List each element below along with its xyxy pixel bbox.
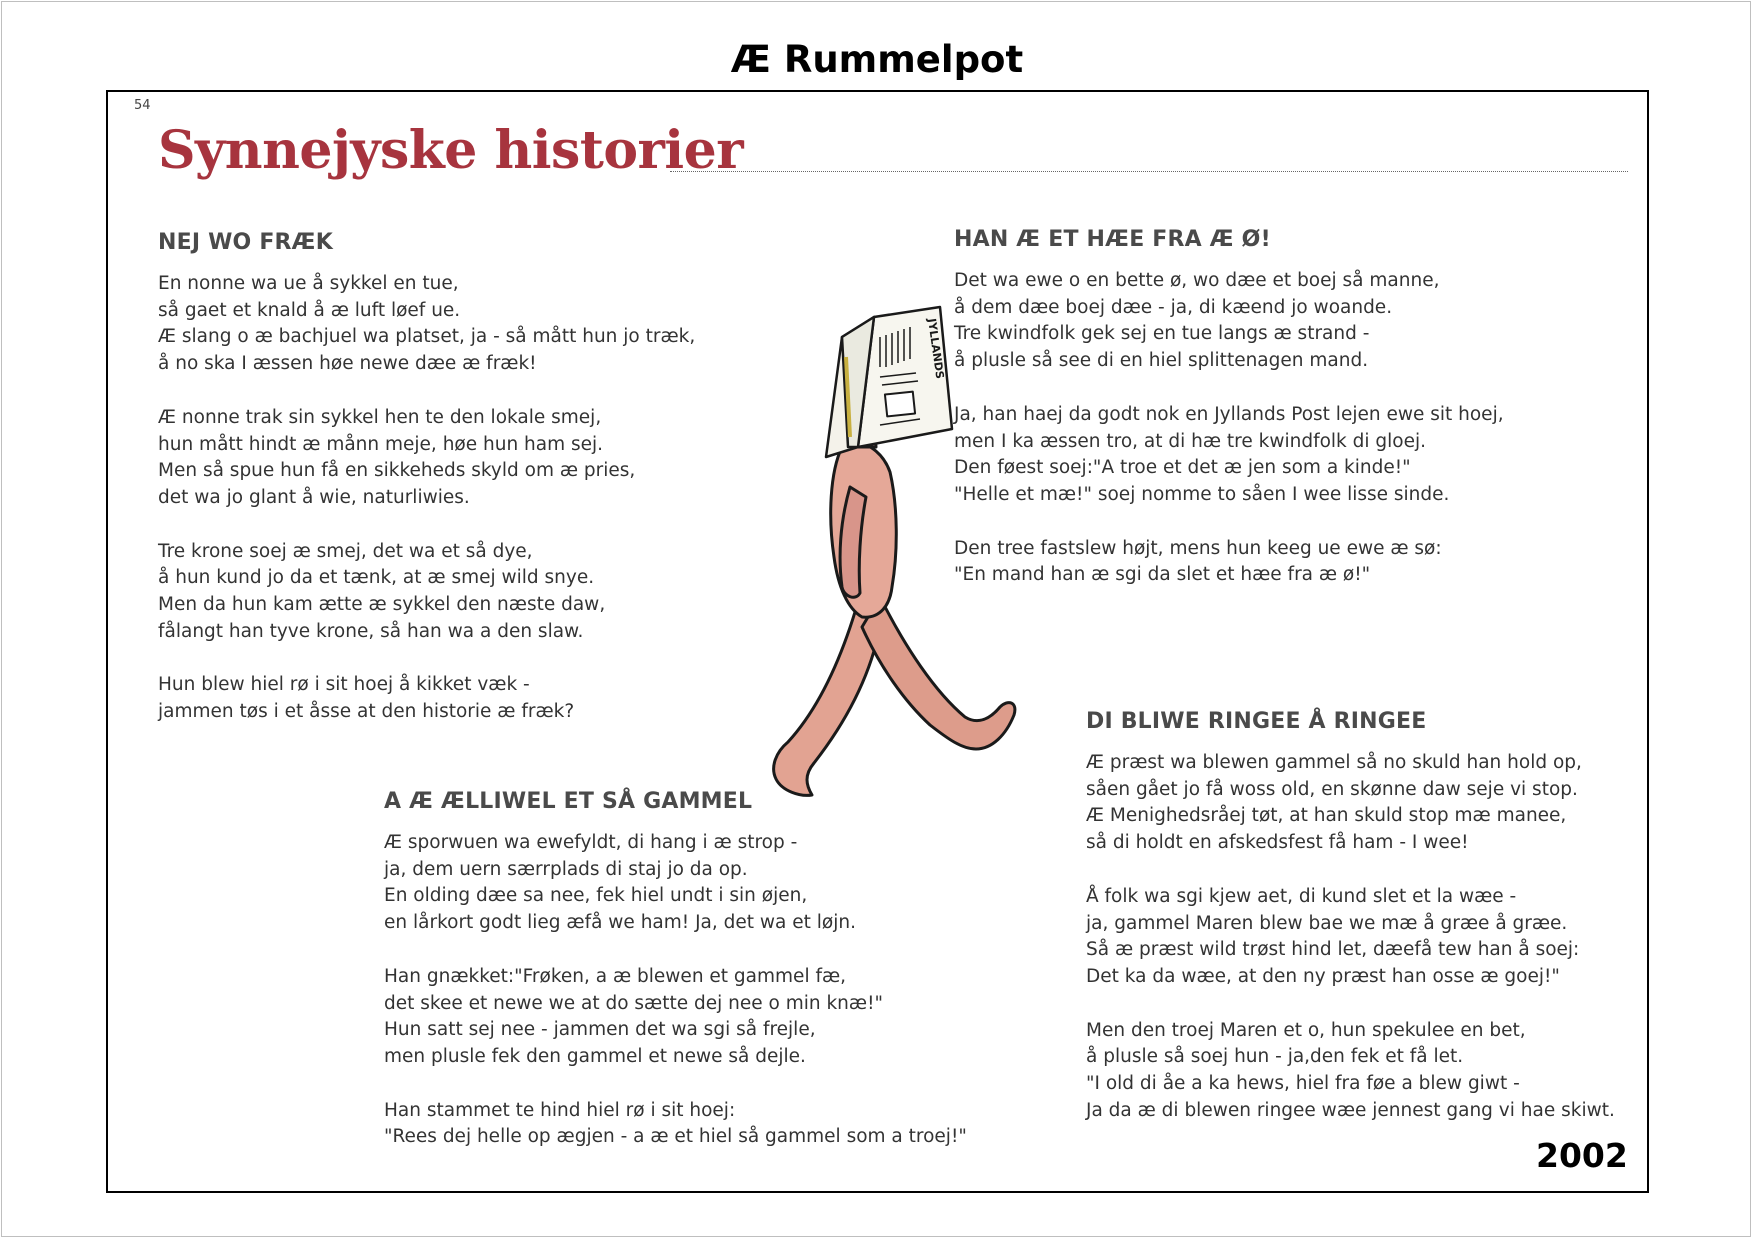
verse-line: Æ nonne trak sin sykkel hen te den lokale smej,	[158, 406, 602, 428]
verse-line: Ja da æ di blewen ringee wæe jennest gang vi hae skiwt.	[1086, 1099, 1615, 1121]
verse-line: "En mand han æ sgi da slet et hæe fra æ ø!"	[954, 564, 1371, 586]
stanza	[158, 539, 695, 646]
verse-line: en lårkort godt lieg æfå we ham! Ja, det wa et løjn.	[384, 912, 856, 934]
verse-line: ja, dem uern særrplads di staj jo da op.	[384, 858, 748, 880]
verse-line: det skee et newe we at do sætte dej nee o min knæ!"	[384, 992, 884, 1014]
verse-line: Hun satt sej nee - jammen det wa sgi så frejle,	[384, 1019, 816, 1041]
page-number: 54	[134, 98, 151, 113]
verse-line: å hun kund jo da et tænk, at æ smej wild snye.	[158, 567, 595, 589]
newspaper-icon	[826, 307, 952, 457]
verse-line: å dem dæe boej dæe - ja, di kæend jo woande.	[954, 296, 1393, 318]
verse-line: Æ sporwuen wa ewefyldt, di hang i æ strop -	[384, 832, 798, 853]
section-title: Synnejyske historier	[158, 120, 744, 181]
title-rule	[670, 171, 1628, 172]
verse-line: "Rees dej helle op ægjen - a æ et hiel så gammel som a troej!"	[384, 1126, 967, 1148]
verse-line: Det ka da wæe, at den ny præst han osse æ goej!"	[1086, 965, 1560, 987]
newspaper-masthead: JYLLANDS	[925, 317, 947, 380]
verse-line: jammen tøs i et åsse at den historie æ fræk?	[158, 701, 575, 723]
year-label: 2002	[1536, 1136, 1628, 1175]
story-di-bliwe-ringee-aa-ringee	[1086, 709, 1615, 1151]
verse-line: men plusle fek den gammel et newe så dejle.	[384, 1045, 806, 1067]
stanza	[384, 1098, 967, 1151]
verse-line: så gaet et knald å æ luft løef ue.	[158, 299, 461, 321]
stanza	[1086, 884, 1615, 991]
verse-line: En nonne wa ue å sykkel en tue,	[158, 273, 459, 294]
verse-line: ja, gammel Maren blew bae we mæ å græe å græe.	[1086, 912, 1568, 934]
magazine-page	[106, 90, 1649, 1193]
verse-line: Tre krone soej æ smej, det wa et så dye,	[158, 540, 533, 562]
verse-line: Æ præst wa blewen gammel så no skuld han hold op,	[1086, 752, 1582, 773]
story-title: A Æ ÆLLIWEL ET SÅ GAMMEL	[384, 789, 753, 814]
walking-man-illustration	[730, 297, 1050, 817]
verse-line: Tre kwindfolk gek sej en tue langs æ strand -	[954, 323, 1370, 345]
verse-line: Han stammet te hind hiel rø i sit hoej:	[384, 1099, 736, 1121]
verse-line: det wa jo glant å wie, naturliwies.	[158, 486, 470, 508]
verse-line: fålangt han tyve krone, så han wa a den slaw.	[158, 620, 584, 642]
verse-line: men I ka æssen tro, at di hæ tre kwindfolk di gloej.	[954, 430, 1427, 452]
verse-line: å plusle så soej hun - ja,den fek et få let.	[1086, 1046, 1464, 1068]
verse-line: hun mått hindt æ månn meje, høe hun ham sej.	[158, 433, 604, 455]
stanza	[1086, 750, 1615, 857]
story-title: HAN Æ ET HÆE FRA Æ Ø!	[954, 227, 1271, 252]
stanza	[384, 830, 967, 937]
story-title: NEJ WO FRÆK	[158, 230, 333, 255]
verse-line: "Helle et mæ!" soej nomme to såen I wee lisse sinde.	[954, 483, 1450, 505]
verse-line: Så æ præst wild trøst hind let, dæefå tew han å soej:	[1086, 939, 1580, 961]
verse-line: å no ska I æssen høe newe dæe æ fræk!	[158, 353, 537, 375]
verse-line: Æ Menighedsråej tøt, at han skuld stop mæ manee,	[1086, 805, 1567, 827]
verse-line: Hun blew hiel rø i sit hoej å kikket væk -	[158, 674, 530, 696]
story-nej-wo-fraek	[158, 230, 695, 753]
story-title: DI BLIWE RINGEE Å RINGEE	[1086, 709, 1427, 734]
story-a-ae-aelliwel-et-saa-gammel	[384, 789, 967, 1178]
verse-line: En olding dæe sa nee, fek hiel undt i sin øjen,	[384, 885, 808, 907]
stanza	[158, 672, 695, 725]
verse-line: å plusle så see di en hiel splittenagen mand.	[954, 350, 1369, 372]
verse-line: så di holdt en afskedsfest få ham - I wee!	[1086, 832, 1469, 854]
verse-line: Han gnækket:"Frøken, a æ blewen et gammel fæ,	[384, 965, 847, 987]
stanza	[1086, 1018, 1615, 1125]
verse-line: Men da hun kam ætte æ sykkel den næste daw,	[158, 594, 606, 616]
stanza	[384, 964, 967, 1071]
verse-line: Men den troej Maren et o, hun spekulee en bet,	[1086, 1019, 1526, 1041]
verse-line: Å folk wa sgi kjew aet, di kund slet et la wæe -	[1086, 885, 1517, 907]
verse-line: Men så spue hun få en sikkeheds skyld om æ pries,	[158, 460, 636, 482]
verse-line: Æ slang o æ bachjuel wa platset, ja - så mått hun jo træk,	[158, 326, 696, 348]
man-figure	[774, 427, 1015, 795]
verse-line: Ja, han haej da godt nok en Jyllands Post lejen ewe sit hoej,	[954, 403, 1504, 425]
verse-line: Den føest soej:"A troe et det æ jen som a kinde!"	[954, 457, 1411, 479]
stanza	[158, 271, 695, 378]
stanza	[158, 405, 695, 512]
verse-line: Det wa ewe o en bette ø, wo dæe et boej så manne,	[954, 270, 1440, 291]
verse-line: såen gået jo få woss old, en skønne daw seje vi stop.	[1086, 778, 1578, 800]
verse-line: "I old di åe a ka hews, hiel fra føe a blew giwt -	[1086, 1073, 1520, 1095]
verse-line: Den tree fastslew højt, mens hun keeg ue ewe æ sø:	[954, 537, 1442, 559]
document-title: Æ Rummelpot	[730, 38, 1024, 81]
